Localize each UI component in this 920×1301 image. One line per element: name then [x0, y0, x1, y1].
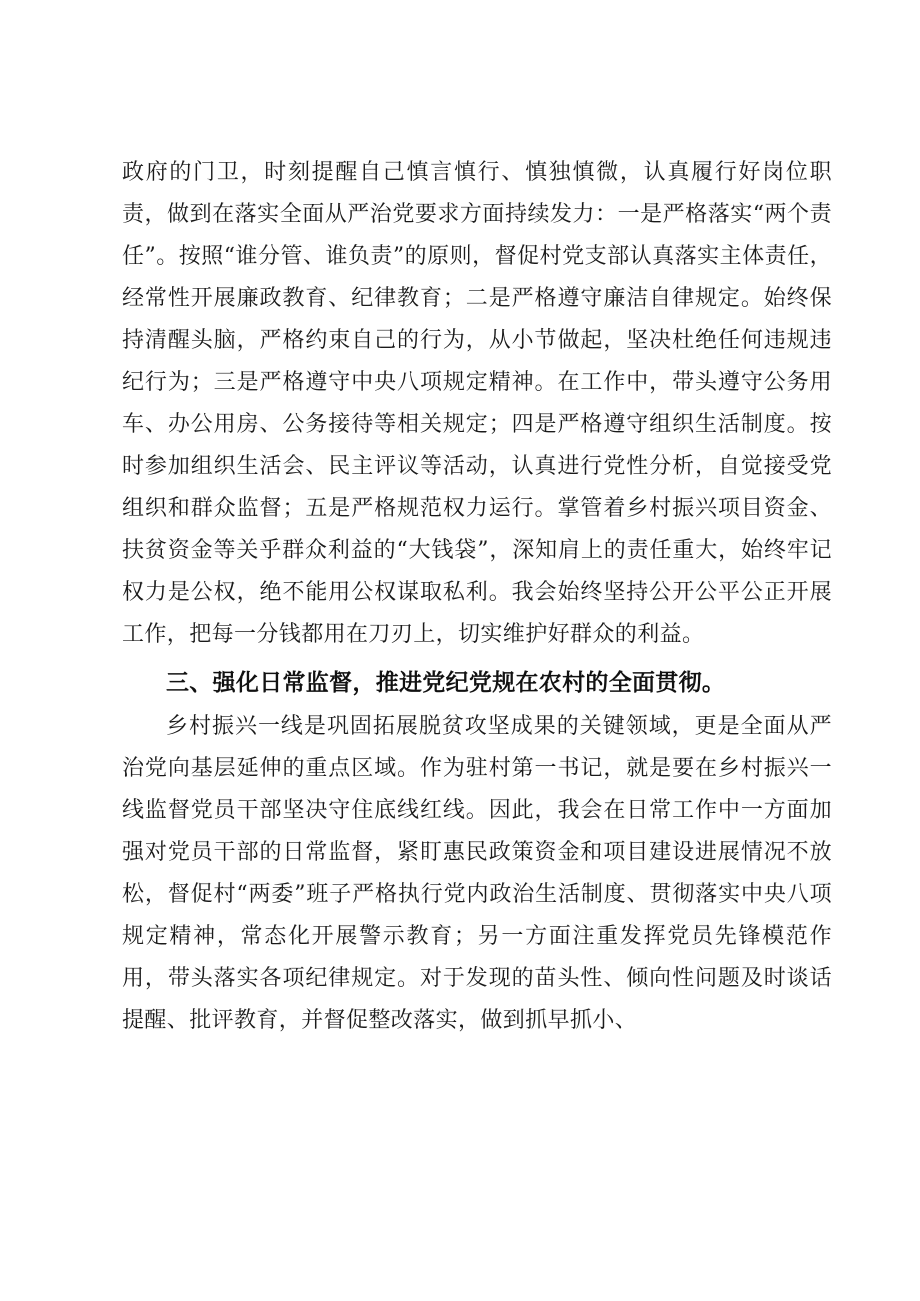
body-paragraph: 政府的门卫，时刻提醒自己慎言慎行、慎独慎微，认真履行好岗位职责，做到在落实全面从严治党要求方面持续发力：一是严格落实“两个责任”。按照“谁分管、谁负责”的原则，督促村党支部认真落实主体责任，经常性开展廉政教育、纪律教育；二是严格遵守廉洁自律规定。始终保持清醒头脑，严格约束自己的行为，从小节做起，坚决杜绝任何违规违纪行为；三是严格遵守中央八项规定精神。在工作中，带头遵守公务用车、办公用房、公务接待等相关规定；四是严格遵守组织生活制度。按时参加组织生活会、民主评议等活动，认真进行党性分析，自觉接受党组织和群众监督；五是严格规范权力运行。掌管着乡村振兴项目资金、扶贫资金等关乎群众利益的“大钱袋”，深知肩上的责任重大，始终牢记权力是公权，绝不能用公权谋取私利。我会始终坚持公开公平公正开展工作，把每一分钱都用在刀刃上，切实维护好群众的利益。	[122, 160, 832, 647]
section-heading: 三、强化日常监督，推进党纪党规在农村的全面贯彻。	[166, 670, 726, 696]
body-paragraph: 乡村振兴一线是巩固拓展脱贫攻坚成果的关键领域，更是全面从严治党向基层延伸的重点区域。作为驻村第一书记，就是要在乡村振兴一线监督党员干部坚决守住底线红线。因此，我会在日常工作中一方面加强对党员干部的日常监督，紧盯惠民政策资金和项目建设进展情况不放松，督促村“两委”班子严格执行党内政治生活制度、贯彻落实中央八项规定精神，常态化开展警示教育；另一方面注重发挥党员先锋模范作用，带头落实各项纪律规定。对于发现的苗头性、倾向性问题及时谈话提醒、批评教育，并督促整改落实，做到抓早抓小、	[122, 714, 832, 1033]
document-body	[122, 152, 832, 1042]
